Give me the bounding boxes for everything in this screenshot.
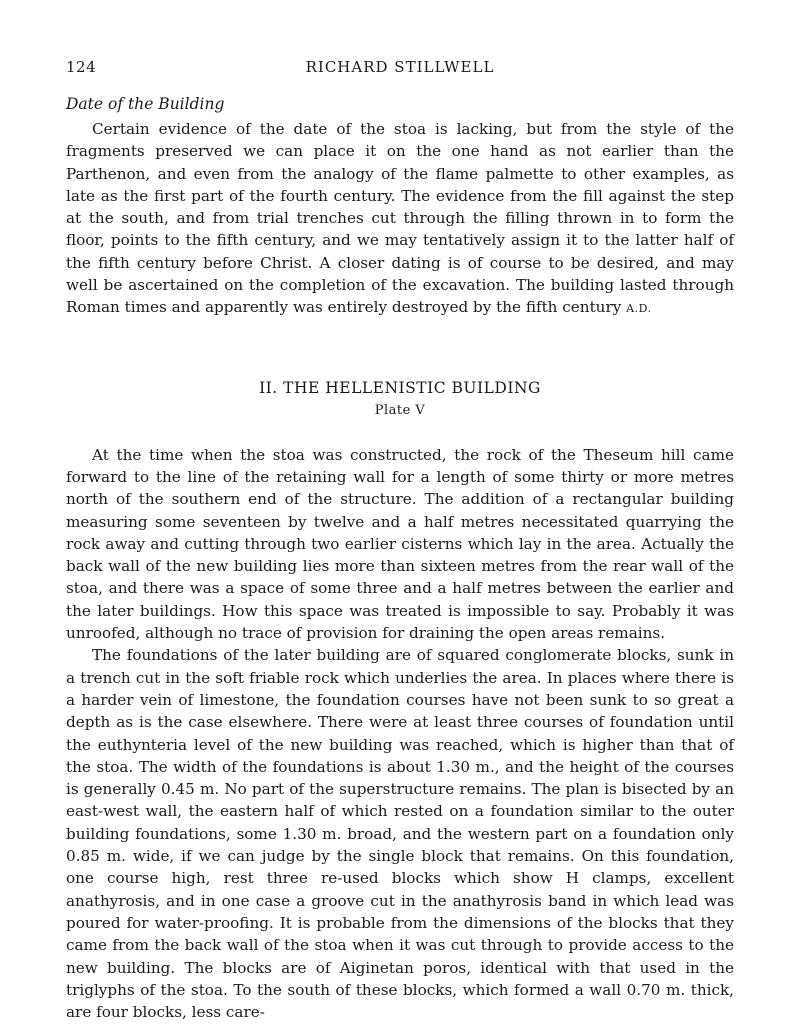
- running-head: [66, 58, 734, 84]
- paragraph-date: [66, 118, 734, 321]
- paragraph-hellenistic-2: The foundations of the later building are of squared conglomerate blocks, sunk in a trench cut in the soft friable rock which underlies the area. In places where there is a harder vein of limestone, the foundation courses have not been sunk to so great a depth as is the case elsewhere. There were at least three courses of foundation until the euthynteria level of the new building was reached, which is higher than that of the stoa. The width of the foundations is about 1.30 m., and the height of the courses is generally 0.45 m. No part of the superstructure remains. The plan is bisected by an east-west wall, the eastern half of which rested on a foundation similar to the outer building foundations, some 1.30 m. broad, and the western part on a foundation only 0.85 m. wide, if we can judge by the single block that remains. On this foundation, one course high, rest three re-used blocks which show H clamps, excellent anathyrosis, and in one case a groove cut in the anathyrosis band in which lead was poured for water-proofing. It is probable from the dimensions of the blocks that they came from the back wall of the stoa when it was cut through to provide access to the new building. The blocks are of Aiginetan poros, identical with that used in the triglyphs of the stoa. To the south of these blocks, which formed a wall 0.70 m. thick, are four blocks, less care-: [66, 646, 734, 1022]
- chapter-title: II. THE HELLENISTIC BUILDING: [259, 378, 541, 397]
- paragraph-hellenistic-1: At the time when the stoa was constructed, the rock of the Theseum hill came forward to the line of the retaining wall for a length of some thirty or more metres north of the southern end of the structure. The addition of a rectangular building measuring some seventeen by twelve and a half metres necessitated quarrying the rock away and cutting through two earlier cisterns which lay in the area. Actually the back wall of the new building lies more than sixteen metres from the rear wall of the stoa, and there was a space of some three and a half metres between the earlier and the later buildings. How this space was treated is impossible to say. Probably it was unroofed, although no trace of provision for draining the open areas remains.: [66, 445, 734, 643]
- era-abbreviation: A.D.: [626, 302, 652, 316]
- paragraph-date-text: Certain evidence of the date of the stoa is lacking, but from the style of the fragments preserved we can place it on the one hand as not earlier than the Parthenon, and even from the analogy of the flame palmette to other examples, as late as the first part of the fourth century. The evidence from the fill against the step at the south, and from trial trenches cut through the filling thrown in to form the floor, points to the fifth century, and we may tentatively assign it to the latter half of the fifth century before Christ. A closer dating is of course to be desired, and may well be ascertained on the completion of the excavation. The building lasted through Roman times and apparently was entirely destroyed by the fifth century: [66, 120, 734, 317]
- section-heading-date: Date of the Building: [66, 95, 225, 113]
- page-number: 124: [66, 58, 97, 76]
- plate-reference: Plate V: [374, 402, 426, 418]
- running-title: RICHARD STILLWELL: [305, 58, 495, 76]
- document-page: [66, 58, 734, 1023]
